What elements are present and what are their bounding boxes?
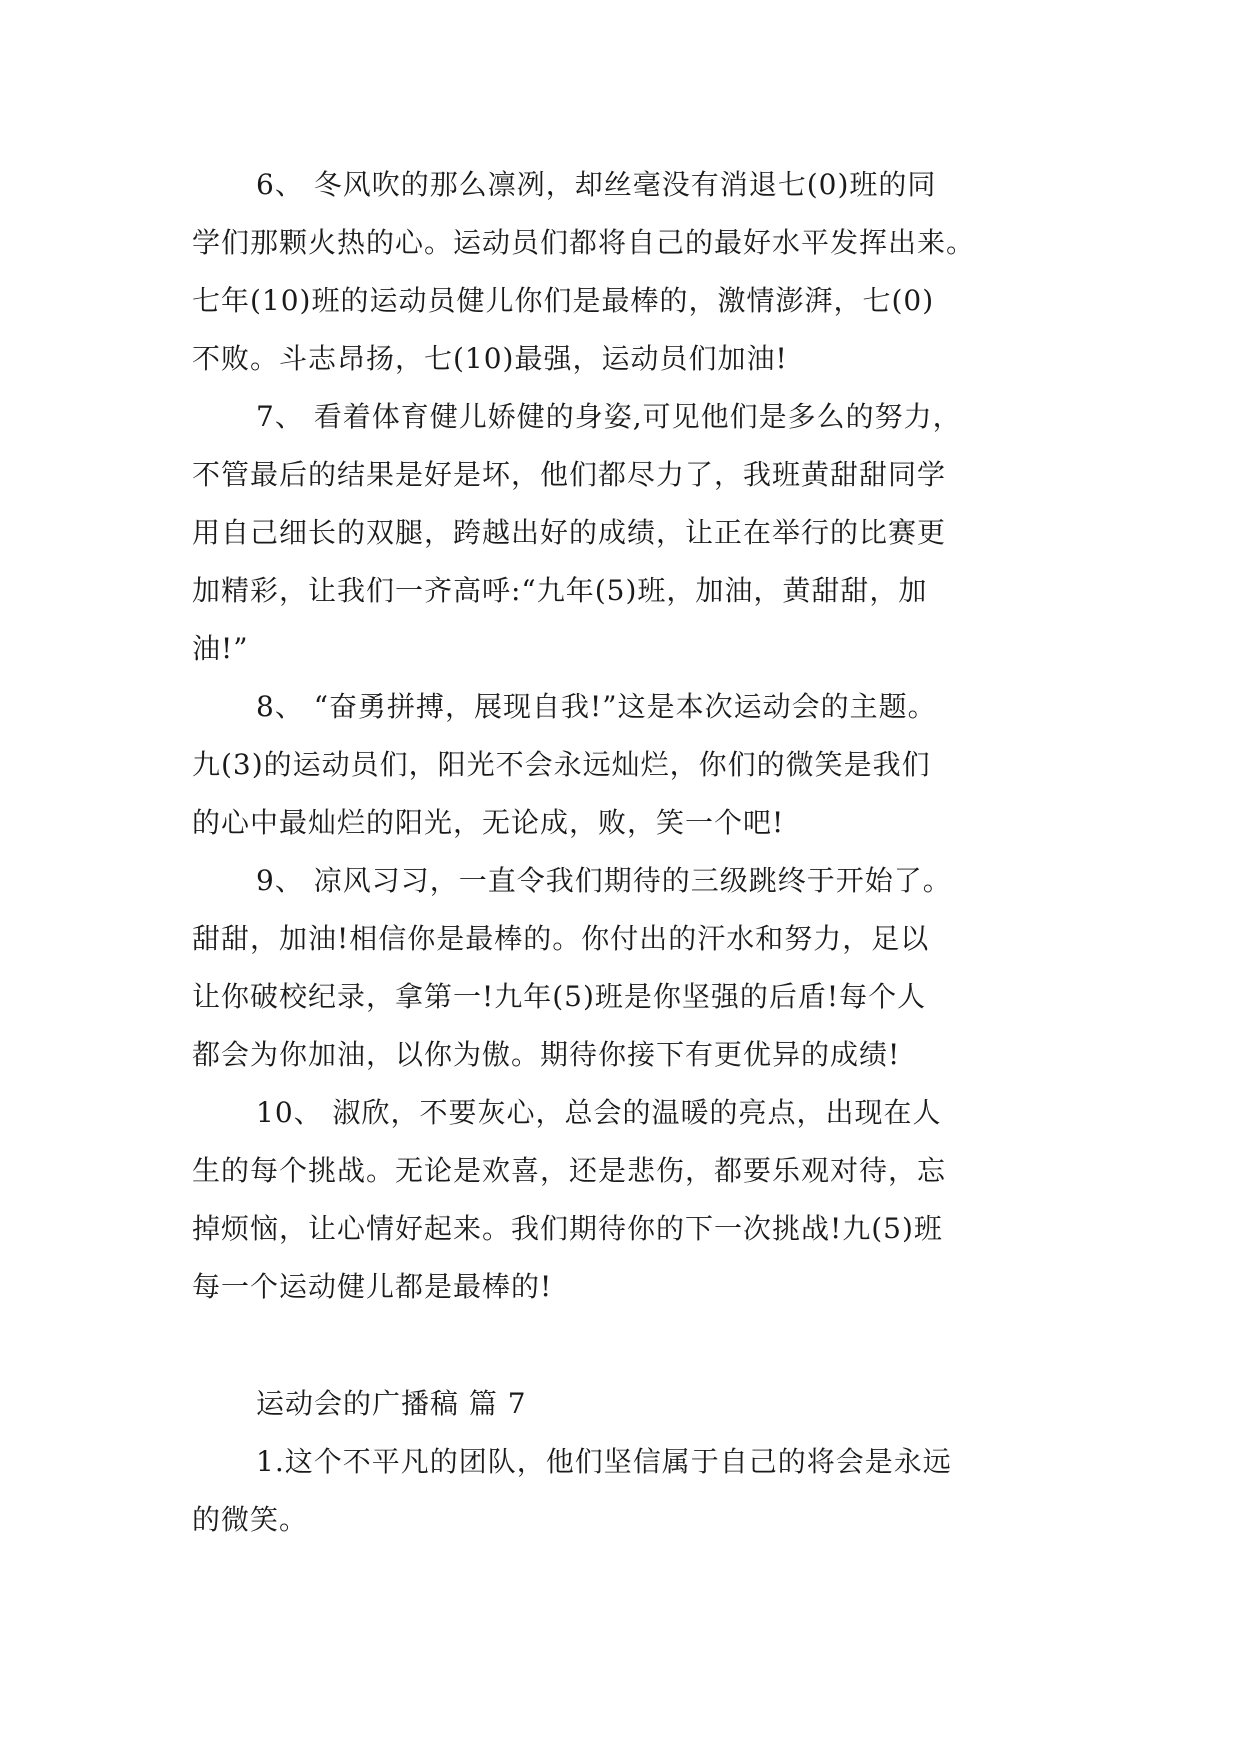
paragraph-10-line-4: 每一个运动健儿都是最棒的! bbox=[192, 1270, 553, 1303]
final-paragraph-line-2: 的微笑。 bbox=[192, 1503, 309, 1536]
paragraph-6-line-3: 七年(10)班的运动员健儿你们是最棒的，激情澎湃，七(0) bbox=[192, 284, 935, 317]
paragraph-7-line-3: 用自己细长的双腿，跨越出好的成绩，让正在举行的比赛更 bbox=[192, 516, 947, 549]
paragraph-10-line-1: 10、 淑欣，不要灰心，总会的温暖的亮点，出现在人 bbox=[256, 1096, 942, 1129]
paragraph-9-line-1: 9、 凉风习习，一直令我们期待的三级跳终于开始了。 bbox=[256, 864, 952, 897]
paragraph-10-line-3: 掉烦恼，让心情好起来。我们期待你的下一次挑战!九(5)班 bbox=[192, 1212, 943, 1245]
paragraph-10-line-2: 生的每个挑战。无论是欢喜，还是悲伤，都要乐观对待，忘 bbox=[192, 1154, 947, 1187]
paragraph-9-line-3: 让你破校纪录，拿第一!九年(5)班是你坚强的后盾!每个人 bbox=[192, 980, 927, 1013]
paragraph-7-line-2: 不管最后的结果是好是坏，他们都尽力了，我班黄甜甜同学 bbox=[192, 458, 947, 491]
paragraph-6-line-2: 学们那颗火热的心。运动员们都将自己的最好水平发挥出来。 bbox=[192, 226, 976, 259]
paragraph-7-line-5: 油!” bbox=[192, 632, 249, 665]
paragraph-8-line-1: 8、 “奋勇拼搏，展现自我!”这是本次运动会的主题。 bbox=[256, 690, 937, 723]
paragraph-7-line-1: 7、 看着体育健儿娇健的身姿,可见他们是多么的努力， bbox=[256, 400, 962, 433]
paragraph-8-line-3: 的心中最灿烂的阳光，无论成，败，笑一个吧! bbox=[192, 806, 785, 839]
paragraph-9-line-4: 都会为你加油，以你为傲。期待你接下有更优异的成绩! bbox=[192, 1038, 901, 1071]
final-paragraph-line-1: 1.这个不平凡的团队，他们坚信属于自己的将会是永远 bbox=[256, 1445, 952, 1478]
section-heading: 运动会的广播稿 篇 7 bbox=[256, 1387, 527, 1420]
paragraph-8-line-2: 九(3)的运动员们，阳光不会永远灿烂，你们的微笑是我们 bbox=[192, 748, 931, 781]
paragraph-7-line-4: 加精彩，让我们一齐高呼:“九年(5)班，加油，黄甜甜，加 bbox=[192, 574, 928, 607]
paragraph-6-line-4: 不败。斗志昂扬，七(10)最强，运动员们加油! bbox=[192, 342, 788, 375]
paragraph-6-line-1: 6、 冬风吹的那么凛冽，却丝毫没有消退七(0)班的同 bbox=[256, 168, 937, 201]
paragraph-9-line-2: 甜甜，加油!相信你是最棒的。你付出的汗水和努力，足以 bbox=[192, 922, 930, 955]
